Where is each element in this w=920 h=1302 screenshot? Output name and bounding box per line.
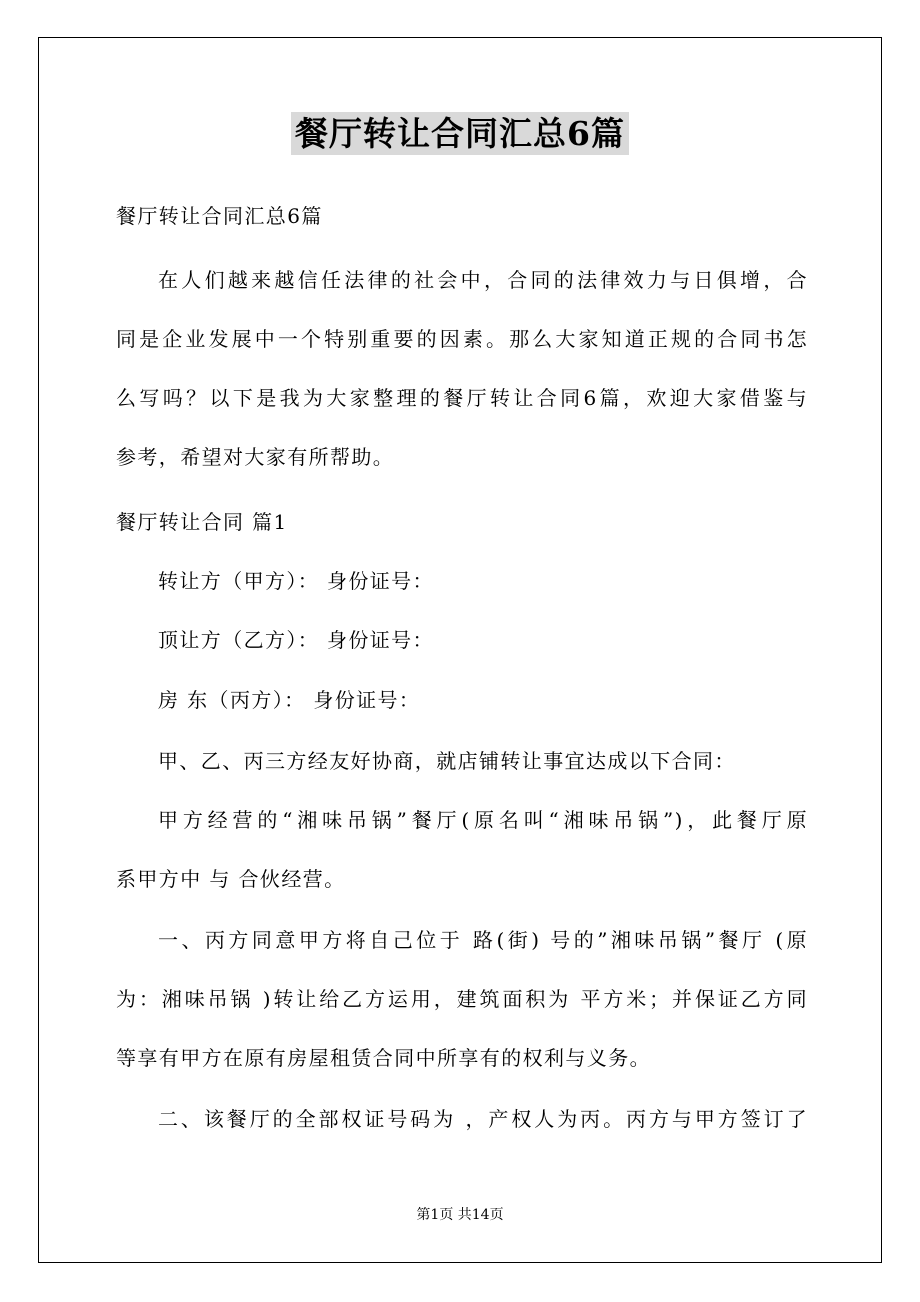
document-title <box>0 112 920 156</box>
page-footer: 第1页 共14页 <box>416 1207 504 1223</box>
clause-line: 为：湘味吊锅 )转让给乙方运用，建筑面积为 平方米；并保证乙方同 <box>116 987 808 1011</box>
clause-line: 一、丙方同意甲方将自己位于 路(街) 号的”湘味吊锅”餐厅 (原 <box>158 928 808 952</box>
party-line: 转让方（甲方）： 身份证号： <box>158 569 434 593</box>
section-heading: 餐厅转让合同 篇1 <box>116 510 288 534</box>
paragraph-line: 在人们越来越信任法律的社会中，合同的法律效力与日俱增，合 <box>158 268 808 292</box>
paragraph-line: 甲方经营的“湘味吊锅”餐厅(原名叫“湘味吊锅”)，此餐厅原 <box>158 808 808 832</box>
clause-line: 等享有甲方在原有房屋租赁合同中所享有的权利与义务。 <box>116 1046 651 1070</box>
document-title-text: 餐厅转让合同汇总6篇 <box>291 112 629 155</box>
party-line: 房 东（丙方）： 身份证号： <box>158 688 421 712</box>
paragraph-line: 参考，希望对大家有所帮助。 <box>116 445 395 469</box>
paragraph-line: 系甲方中 与 合伙经营。 <box>116 867 346 891</box>
clause-line: 二、该餐厅的全部权证号码为 ，产权人为丙。丙方与甲方签订了 <box>158 1107 808 1131</box>
party-line: 顶让方（乙方）： 身份证号： <box>158 628 434 652</box>
paragraph-line: 甲、乙、丙三方经友好协商，就店铺转让事宜达成以下合同： <box>158 749 736 773</box>
paragraph-line: 同是企业发展中一个特别重要的因素。那么大家知道正规的合同书怎 <box>116 327 808 351</box>
subtitle-line: 餐厅转让合同汇总6篇 <box>116 204 323 228</box>
paragraph-line: 么写吗？以下是我为大家整理的餐厅转让合同6篇，欢迎大家借鉴与 <box>116 386 808 410</box>
